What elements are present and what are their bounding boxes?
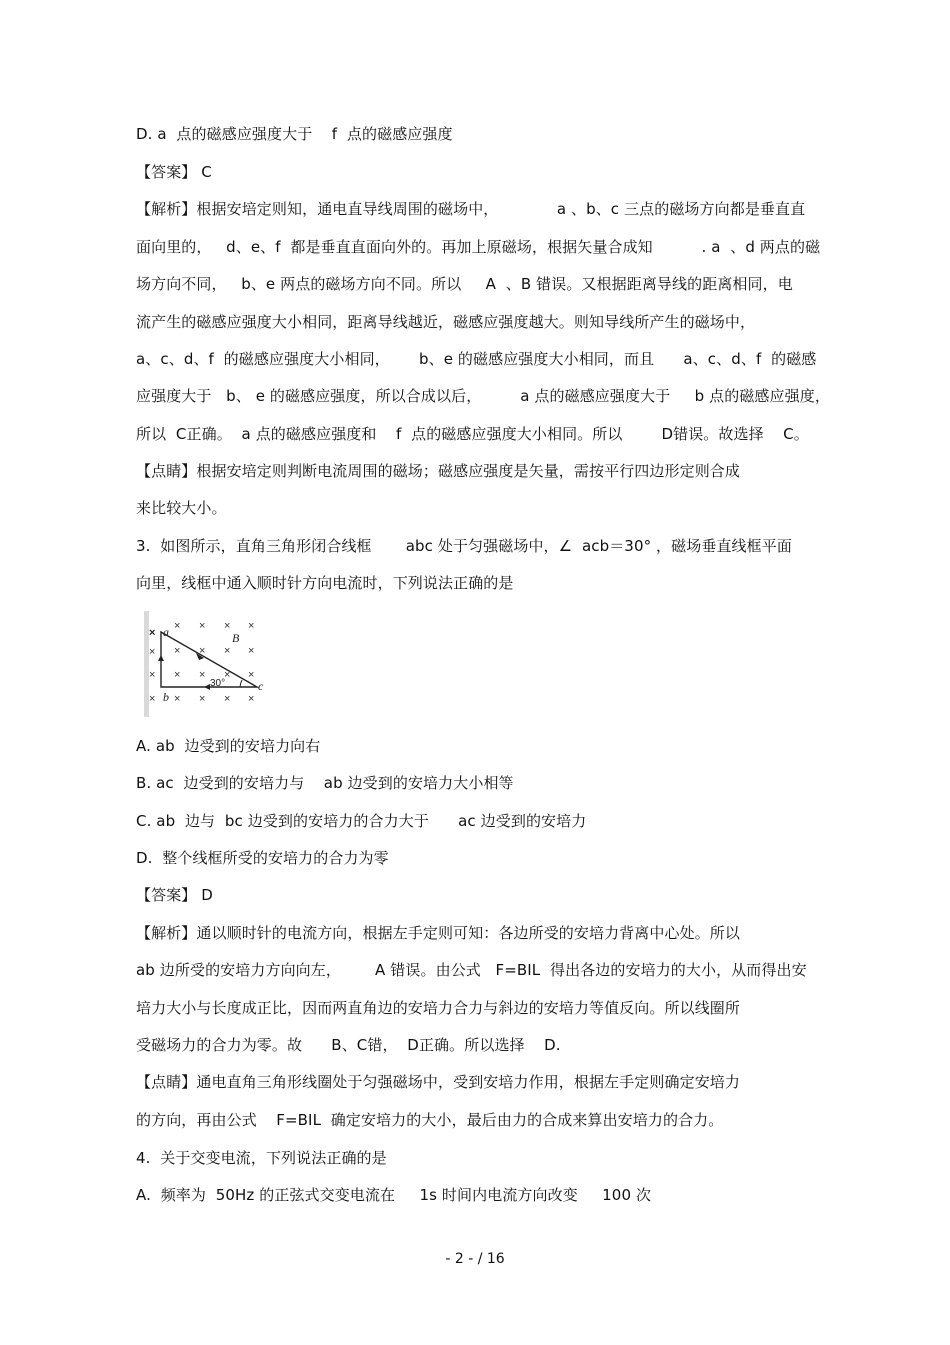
text-line: 来比较大小。 xyxy=(136,499,227,517)
option-c: C. ab 边与 bc 边受到的安培力的合力大于 ac 边受到的安培力 xyxy=(136,812,587,830)
field-cross-mark: × xyxy=(224,669,231,681)
question-3-stem: 3. 如图所示，直角三角形闭合线框 abc 处于匀强磁场中，∠ acb＝30° ，磁场垂直线框平面 xyxy=(136,537,792,555)
text-line: 【答案】 C xyxy=(136,163,212,181)
option-a: A. 频率为 50Hz 的正弦式交变电流在 1s 时间内电流方向改变 100 次 xyxy=(136,1186,652,1204)
question-3-stem: 向里，线框中通入顺时针方向电流时，下列说法正确的是 xyxy=(136,574,514,592)
text-line: 面向里的， d、e、f 都是垂直直面向外的。再加上原磁场，根据矢量合成知 . a 、d 两点的磁 xyxy=(136,238,821,256)
field-cross-mark: × xyxy=(149,669,156,681)
label-b: b xyxy=(163,690,169,704)
text-line: 应强度大于 b、 e 的磁感应强度，所以合成以后， a 点的磁感应强度大于 b 点的磁感应强度， xyxy=(136,387,830,405)
triangle-field-figure xyxy=(144,611,272,717)
text-line: 的方向，再由公式 F=BIL 确定安培力的大小，最后由力的合成来算出安培力的合力。 xyxy=(136,1111,724,1129)
question-4-stem: 4. 关于交变电流，下列说法正确的是 xyxy=(136,1149,387,1167)
label-a: a xyxy=(163,625,169,639)
text-line: 培力大小与长度成正比，因而两直角边的安培力合力与斜边的安培力等值反向。所以线圈所 xyxy=(136,999,741,1017)
corner-mark: × xyxy=(149,627,156,639)
field-cross-mark: × xyxy=(174,669,181,681)
text-line: 【解析】通以顺时针的电流方向，根据左手定则可知：各边所受的安培力背离中心处。所以 xyxy=(136,924,741,942)
text-line: 受磁场力的合力为零。故 B、C错， D正确。所以选择 D. xyxy=(136,1036,561,1054)
field-cross-mark: × xyxy=(199,693,206,705)
field-cross-mark: × xyxy=(199,669,206,681)
field-cross-mark: × xyxy=(149,693,156,705)
field-cross-mark: × xyxy=(224,620,231,632)
text-line: D. a 点的磁感应强度大于 f 点的磁感应强度 xyxy=(136,125,453,143)
option-b: B. ac 边受到的安培力与 ab 边受到的安培力大小相等 xyxy=(136,774,514,792)
text-line: 场方向不同， b、e 两点的磁场方向不同。所以 A 、B 错误。又根据距离导线的距离相同，电 xyxy=(136,275,793,293)
label-field-B: B xyxy=(232,631,240,645)
label-angle: 30° xyxy=(210,678,226,689)
field-cross-mark: × xyxy=(174,693,181,705)
field-cross-mark: × xyxy=(248,669,255,681)
text-line: 【解析】根据安培定则知，通电直导线周围的磁场中， a 、b、c 三点的磁场方向都是垂直直 xyxy=(136,200,806,218)
field-cross-mark: × xyxy=(248,693,255,705)
answer-line: 【答案】 D xyxy=(136,886,213,904)
text-line: 【点睛】根据安培定则判断电流周围的磁场；磁感应强度是矢量，需按平行四边形定则合成 xyxy=(136,462,741,480)
field-cross-mark: × xyxy=(199,645,206,657)
text-line: ab 边所受的安培力方向向左， A 错误。由公式 F=BIL 得出各边的安培力的大小，从而得出安 xyxy=(136,961,807,979)
text-line: 流产生的磁感应强度大小相同，距离导线越近，磁感应强度越大。则知导线所产生的磁场中， xyxy=(136,313,756,331)
label-c: c xyxy=(258,679,264,693)
page-number: - 2 - / 16 xyxy=(445,1251,505,1267)
option-d: D. 整个线框所受的安培力的合力为零 xyxy=(136,849,389,867)
text-line: a、c、d、f 的磁感应强度大小相同， b、e 的磁感应强度大小相同，而且 a、c、d、f 的磁感 xyxy=(136,350,817,368)
text-line: 【点睛】通电直角三角形线圈处于匀强磁场中，受到安培力作用，根据左手定则确定安培力 xyxy=(136,1073,741,1091)
field-cross-mark: × xyxy=(149,646,156,658)
field-cross-mark: × xyxy=(224,693,231,705)
field-cross-mark: × xyxy=(174,645,181,657)
text-line: 所以 C正确。 a 点的磁感应强度和 f 点的磁感应强度大小相同。所以 D错误。故选择 C。 xyxy=(136,425,809,443)
field-cross-mark: × xyxy=(248,645,255,657)
option-a: A. ab 边受到的安培力向右 xyxy=(136,737,321,755)
field-cross-mark: × xyxy=(174,620,181,632)
current-arrow-ab xyxy=(158,655,164,661)
field-cross-mark: × xyxy=(248,620,255,632)
field-cross-mark: × xyxy=(224,645,231,657)
field-cross-mark: × xyxy=(199,620,206,632)
